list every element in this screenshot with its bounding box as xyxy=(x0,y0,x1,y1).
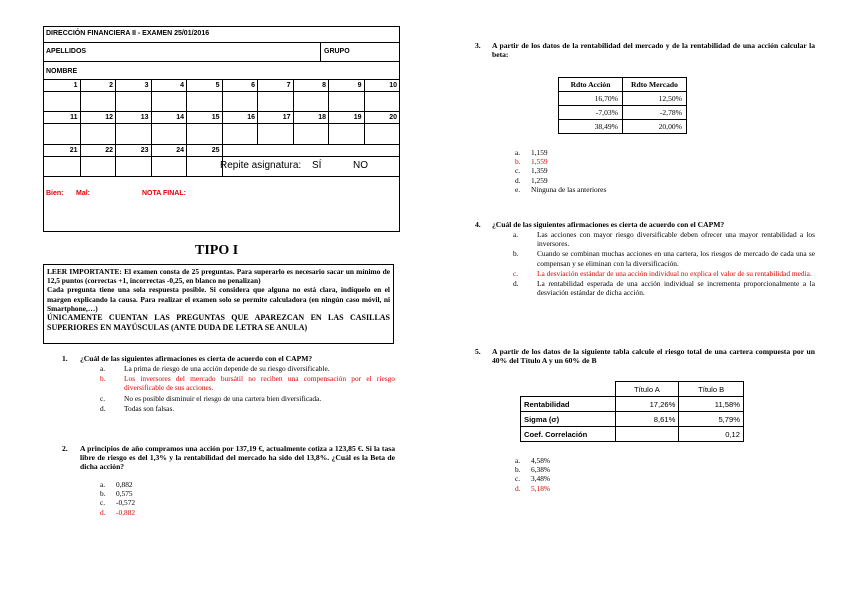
answer-number: 14 xyxy=(176,114,184,121)
answer-box[interactable] xyxy=(151,157,188,176)
answer-number-cell xyxy=(222,112,259,123)
answer-number-cell xyxy=(44,112,81,123)
answer-number: 10 xyxy=(389,82,397,89)
option-text: No es posible disminuir el riesgo de una cartera bien diversificada. xyxy=(124,393,322,403)
apellidos-label: APELLIDOS xyxy=(46,48,87,55)
option-text: 6,38% xyxy=(531,465,551,475)
answer-number-cell xyxy=(151,145,188,156)
answer-number: 12 xyxy=(105,114,113,121)
question-2-text: A principios de año compramos una acción por 137,19 €, actualmente cotiza a 123,85 €. Si la tasa libre de riesgo es del 1,3% y la rentabilidad del mercado ha sido del 13,8%. ¿Cuál es la Beta de dicha acción? xyxy=(80,444,395,471)
question-1-text: ¿Cuál de las siguientes afirmaciones es cierta de acuerdo con el CAPM? xyxy=(80,354,313,363)
option-text: 0,575 xyxy=(116,489,133,499)
option-letter: b. xyxy=(513,249,519,259)
q5-option-b[interactable] xyxy=(515,465,635,474)
option-letter: b. xyxy=(100,489,106,499)
option-text: 1,159 xyxy=(531,148,548,157)
answer-numbers-row-1 xyxy=(44,80,399,92)
answer-number: 8 xyxy=(322,82,326,89)
repite-si[interactable]: SÍ xyxy=(312,160,322,171)
option-text: 1,359 xyxy=(531,166,548,176)
answer-box[interactable] xyxy=(115,124,152,144)
option-letter: e. xyxy=(515,184,521,194)
q3-option-c[interactable] xyxy=(515,166,715,175)
answer-number: 4 xyxy=(180,82,184,89)
answer-number: 2 xyxy=(109,82,113,89)
q3-option-d[interactable] xyxy=(515,176,715,185)
table-cell: 17,26% xyxy=(615,397,679,412)
q2-option-d[interactable] xyxy=(100,508,180,517)
answer-number: 21 xyxy=(69,147,78,154)
question-4-options xyxy=(513,230,815,298)
q3-option-b[interactable] xyxy=(515,157,715,166)
question-3-text: A partir de los datos de la rentabilidad del mercado y de la rentabilidad de una acción calcular la beta: xyxy=(492,41,815,59)
question-5-table xyxy=(520,381,744,442)
q1-option-b[interactable] xyxy=(100,374,395,392)
answer-box[interactable] xyxy=(257,124,294,144)
question-5-number: 5. xyxy=(475,347,481,356)
answer-number-cell xyxy=(115,145,152,156)
option-letter: a. xyxy=(100,364,106,373)
answer-box[interactable] xyxy=(257,92,294,111)
table-row xyxy=(521,397,744,412)
answer-number: 3 xyxy=(144,82,149,89)
q4-option-d[interactable] xyxy=(513,279,815,297)
table-cell: -7,03% xyxy=(559,106,623,120)
option-text: Cuando se combinan muchas acciones en una cartera, los riesgos de mercado de cada una se compensan y se eliminan con la diversificación. xyxy=(537,249,815,268)
answer-number-cell xyxy=(80,80,117,91)
table-cell: 0,12 xyxy=(679,427,744,442)
answer-box[interactable] xyxy=(186,124,223,144)
answer-number: 9 xyxy=(357,82,362,89)
exam-header-form xyxy=(43,26,400,232)
apellidos-row xyxy=(44,43,399,62)
question-2 xyxy=(62,444,395,474)
answer-box[interactable] xyxy=(80,92,117,111)
answer-number-cell xyxy=(186,80,223,91)
answer-box[interactable] xyxy=(44,92,81,111)
answer-number: 19 xyxy=(353,114,362,121)
answer-box[interactable] xyxy=(186,157,223,176)
option-letter: a. xyxy=(100,480,106,489)
answer-number: 15 xyxy=(211,114,220,121)
q4-option-b[interactable] xyxy=(513,249,815,267)
option-letter: b. xyxy=(515,157,521,167)
option-letter: c. xyxy=(515,474,521,484)
q2-option-c[interactable] xyxy=(100,498,180,507)
option-text: La desviación estándar de una acción individual no explica el valor de su rentabilidad media. xyxy=(537,268,812,278)
question-1-options xyxy=(100,364,395,414)
answer-box[interactable] xyxy=(293,124,330,144)
answer-number: 6 xyxy=(251,82,255,89)
option-text: 1,559 xyxy=(531,157,548,167)
answer-number: 7 xyxy=(286,82,291,89)
table-cell: 20,00% xyxy=(623,120,687,134)
table-cell: Rentabilidad xyxy=(521,397,616,412)
question-2-number: 2. xyxy=(62,444,68,453)
table-row xyxy=(559,92,687,106)
exam-header-title: DIRECCIÓN FINANCIERA II - EXAMEN 25/01/2016 xyxy=(46,30,210,37)
q5-option-d[interactable] xyxy=(515,484,635,493)
option-letter: b. xyxy=(100,374,106,384)
answer-boxes-row-1[interactable] xyxy=(44,92,399,112)
q4-option-a[interactable] xyxy=(513,230,815,248)
mal-label: Mal: xyxy=(76,190,90,197)
option-letter: a. xyxy=(515,456,521,465)
answer-number-cell xyxy=(80,112,117,123)
table-header: Título B xyxy=(679,382,744,397)
answer-number-cell xyxy=(44,80,81,91)
option-text: La prima de riesgo de una acción depende de su riesgo diversificable. xyxy=(124,364,330,373)
table-cell xyxy=(615,427,679,442)
table-cell: 11,58% xyxy=(679,397,744,412)
answer-number-cell xyxy=(44,145,81,156)
option-letter: a. xyxy=(515,148,521,157)
nombre-row[interactable] xyxy=(44,62,399,80)
answer-number: 11 xyxy=(70,114,78,121)
answer-number-cell xyxy=(186,112,223,123)
question-4-number: 4. xyxy=(475,220,481,229)
answer-box[interactable] xyxy=(328,92,365,111)
option-text: Los inversores del mercado bursátil no reciben una compensación por el riesgo diversificable de sus acciones. xyxy=(124,374,395,393)
instructions-p2: Cada pregunta tiene una sola respuesta posible. Si considera que alguna no está clara, indíquelo en el margen explicando la causa. Para realizar el examen solo se permite calculadora (en ningún caso móvil, ni Smartphone,…) xyxy=(47,285,390,313)
answer-number-cell xyxy=(151,112,188,123)
answer-number: 23 xyxy=(140,147,149,154)
answer-number-cell xyxy=(328,112,365,123)
table-cell: Coef. Correlación xyxy=(521,427,616,442)
answer-numbers-row-3 xyxy=(44,145,399,157)
instructions-p1: LEER IMPORTANTE: El examen consta de 25 preguntas. Para superarlo es necesario sacar un mínimo de 12,5 puntos (correctas +1, incorrectas -0,25, en blanco no penalizan) xyxy=(47,267,390,286)
answer-box[interactable] xyxy=(44,157,81,176)
question-5-text: A partir de los datos de la siguiente tabla calcule el riesgo total de una cartera compuesta por un 40% del Título A y un 60% de B xyxy=(492,347,815,365)
answer-numbers-row-2 xyxy=(44,112,399,124)
q2-option-b[interactable] xyxy=(100,489,180,498)
table-header xyxy=(521,382,616,397)
answer-box[interactable] xyxy=(151,92,188,111)
answer-number: 16 xyxy=(247,114,255,121)
option-letter: d. xyxy=(100,403,106,413)
answer-box[interactable] xyxy=(151,124,188,144)
q1-option-c[interactable] xyxy=(100,394,395,403)
answer-number-cell xyxy=(257,112,294,123)
q2-option-a[interactable] xyxy=(100,480,180,489)
answer-number-cell xyxy=(115,80,152,91)
table-header: Título A xyxy=(615,382,679,397)
option-letter: d. xyxy=(100,507,106,517)
apellidos-field[interactable] xyxy=(44,43,321,61)
answer-number: 24 xyxy=(176,147,184,154)
answer-box[interactable] xyxy=(222,92,259,111)
option-text: 1,259 xyxy=(531,175,548,185)
answer-box[interactable] xyxy=(44,124,81,144)
table-cell: 5,79% xyxy=(679,412,744,427)
option-text: La rentabilidad esperada de una acción individual se incrementa proporcionalmente a la desviación estándar de dicha acción. xyxy=(537,279,815,298)
answer-number-cell xyxy=(257,80,294,91)
table-row xyxy=(521,412,744,427)
table-cell: Sigma (σ) xyxy=(521,412,616,427)
q3-option-e[interactable] xyxy=(515,185,715,194)
answer-number: 13 xyxy=(140,114,149,121)
repite-label: Repite asignatura: xyxy=(220,160,302,171)
answer-number-cell xyxy=(80,145,117,156)
answer-number-cell xyxy=(364,80,400,91)
answer-number-cell xyxy=(293,112,330,123)
answer-box[interactable] xyxy=(80,124,117,144)
option-text: Todas son falsas. xyxy=(124,403,175,413)
option-text: 4,58% xyxy=(531,456,551,465)
answer-number-cell xyxy=(115,112,152,123)
answer-box[interactable] xyxy=(222,124,259,144)
nombre-label: NOMBRE xyxy=(46,68,78,75)
answer-number: 25 xyxy=(211,147,220,154)
instructions-box xyxy=(43,264,394,344)
repite-no[interactable]: NO xyxy=(353,160,368,171)
answer-number-cell xyxy=(186,145,223,156)
table-header: Rdto Mercado xyxy=(623,78,687,92)
option-letter: c. xyxy=(100,393,106,403)
grupo-label: GRUPO xyxy=(324,48,350,55)
table-row xyxy=(559,106,687,120)
option-letter: b. xyxy=(515,465,521,475)
q5-option-a[interactable] xyxy=(515,456,635,465)
option-letter: a. xyxy=(513,230,519,239)
answer-box[interactable] xyxy=(364,124,400,144)
q1-option-a[interactable] xyxy=(100,364,395,373)
table-header: Rdto Acción xyxy=(559,78,623,92)
option-letter: d. xyxy=(513,279,519,289)
option-text: 0,882 xyxy=(116,480,133,489)
option-letter: c. xyxy=(513,268,519,278)
answer-box[interactable] xyxy=(364,92,400,111)
nota-final-label: NOTA FINAL: xyxy=(142,190,186,197)
answer-number: 22 xyxy=(105,147,113,154)
form-header-row xyxy=(44,27,399,43)
answer-box[interactable] xyxy=(293,92,330,111)
instructions-p3: ÚNICAMENTE CUENTAN LAS PREGUNTAS QUE APAREZCAN EN LAS CASILLAS SUPERIORES EN MAYÚSCULAS (ANTE DUDA DE LETRA SE ANULA) xyxy=(47,313,390,332)
table-cell: 8,61% xyxy=(615,412,679,427)
option-text: Las acciones con mayor riesgo diversificable deben ofrecer una mayor rentabilidad a los inversores. xyxy=(537,230,815,249)
answer-number-cell xyxy=(328,80,365,91)
answer-number: 5 xyxy=(215,82,220,89)
option-text: 5,18% xyxy=(531,483,551,493)
option-letter: d. xyxy=(515,483,521,493)
table-cell: 16,70% xyxy=(559,92,623,106)
option-text: Ninguna de las anteriores xyxy=(531,184,607,194)
answer-box[interactable] xyxy=(186,92,223,111)
answer-box[interactable] xyxy=(115,92,152,111)
option-letter: c. xyxy=(515,166,521,176)
q1-option-d[interactable] xyxy=(100,404,395,413)
question-2-options xyxy=(100,480,180,517)
table-row xyxy=(559,120,687,134)
answer-box[interactable] xyxy=(80,157,117,176)
table-cell: -2,78% xyxy=(623,106,687,120)
score-row xyxy=(44,177,399,211)
bien-label: Bien: xyxy=(46,190,64,197)
question-4-text: ¿Cuál de las siguientes afirmaciones es cierta de acuerdo con el CAPM? xyxy=(492,220,725,229)
option-text: -0,572 xyxy=(116,498,136,508)
answer-number-cell xyxy=(222,80,259,91)
table-cell: 12,50% xyxy=(623,92,687,106)
q4-option-c[interactable] xyxy=(513,269,815,278)
answer-number-cell xyxy=(364,112,400,123)
answer-box[interactable] xyxy=(328,124,365,144)
option-text: -0,882 xyxy=(116,507,136,517)
answer-number-cell xyxy=(151,80,188,91)
answer-number-cell xyxy=(293,80,330,91)
answer-boxes-row-2[interactable] xyxy=(44,124,399,145)
option-letter: d. xyxy=(515,175,521,185)
answer-number: 17 xyxy=(282,114,291,121)
question-3-number: 3. xyxy=(475,41,481,50)
answer-number: 20 xyxy=(389,114,397,121)
exam-type-title: TIPO I xyxy=(195,243,239,258)
question-3-options xyxy=(515,148,715,194)
option-text: 3,48% xyxy=(531,474,551,484)
question-5-options xyxy=(515,456,635,493)
q5-option-c[interactable] xyxy=(515,474,635,483)
option-letter: c. xyxy=(100,498,106,508)
table-row xyxy=(521,427,744,442)
answer-box[interactable] xyxy=(115,157,152,176)
question-1-number: 1. xyxy=(62,354,68,363)
table-cell: 38,49% xyxy=(559,120,623,134)
question-3-table xyxy=(558,77,687,134)
answer-boxes-row-3[interactable] xyxy=(44,157,399,177)
q3-option-a[interactable] xyxy=(515,148,715,157)
answer-number: 18 xyxy=(318,114,326,121)
answer-number: 1 xyxy=(73,82,78,89)
